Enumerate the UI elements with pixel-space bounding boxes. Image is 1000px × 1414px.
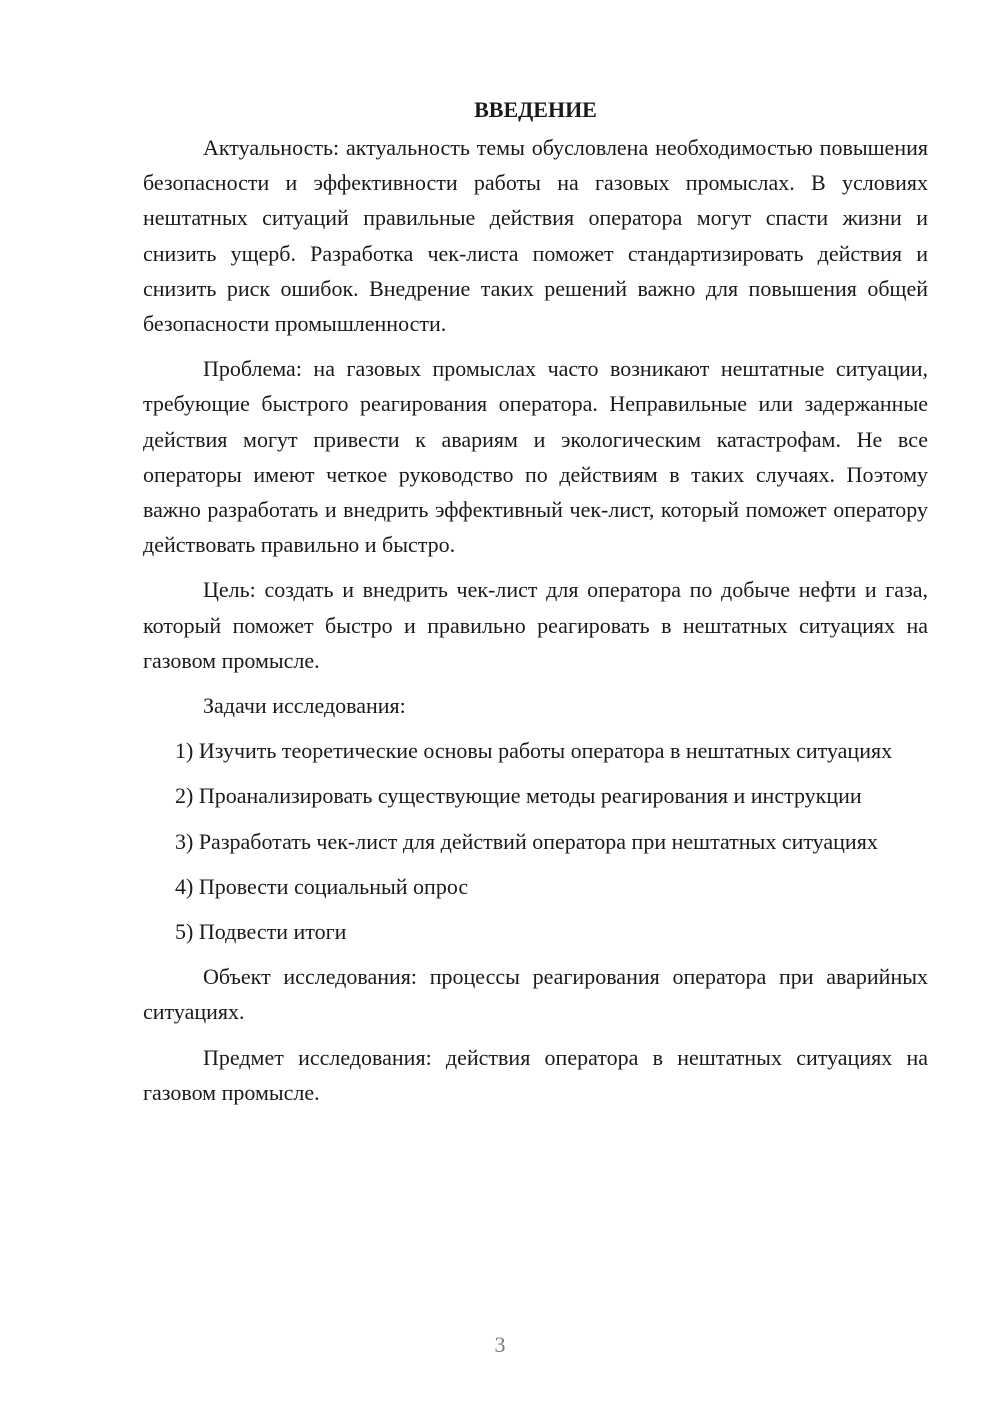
list-item: 3) Разработать чек-лист для действий оператора при нештатных ситуациях	[175, 828, 878, 854]
paragraph-relevance: Актуальность: актуальность темы обусловлена необходимостью повышения безопасности и эффективности работы на газовых промыслах. В условиях нештатных ситуаций правильные действия оператора могут спасти жизни и снизить ущерб. Разработка чек-листа поможет стандартизировать действия и снизить риск ошибок. Внедрение таких решений важно для повышения общей безопасности промышленности.	[143, 135, 928, 337]
list-item: 2) Проанализировать существующие методы реагирования и инструкции	[175, 783, 862, 809]
document-page	[143, 92, 928, 1120]
page-number: 3	[494, 1332, 506, 1357]
list-item: 1) Изучить теоретические основы работы оператора в нештатных ситуациях	[175, 738, 893, 764]
paragraph-goal: Цель: создать и внедрить чек-лист для оператора по добыче нефти и газа, который поможет быстро и правильно реагировать в нештатных ситуациях на газовом промысле.	[143, 577, 928, 673]
tasks-list	[143, 733, 928, 949]
section-title: ВВЕДЕНИЕ	[474, 97, 597, 122]
paragraph-problem: Проблема: на газовых промыслах часто возникают нештатные ситуации, требующие быстрого реагирования оператора. Неправильные или задержанные действия могут привести к авариям и экологическим катастрофам. Не все операторы имеют четкое руководство по действиям в таких случаях. Поэтому важно разработать и внедрить эффективный чек-лист, который поможет оператору действовать правильно и быстро.	[143, 356, 928, 558]
list-item: 5) Подвести итоги	[175, 919, 347, 945]
paragraph-subject: Предмет исследования: действия оператора в нештатных ситуациях на газовом промысле.	[143, 1044, 928, 1105]
paragraph-tasks-heading: Задачи исследования:	[203, 693, 406, 719]
paragraph-object: Объект исследования: процессы реагирования оператора при аварийных ситуациях.	[143, 964, 928, 1025]
list-item: 4) Провести социальный опрос	[175, 873, 469, 899]
